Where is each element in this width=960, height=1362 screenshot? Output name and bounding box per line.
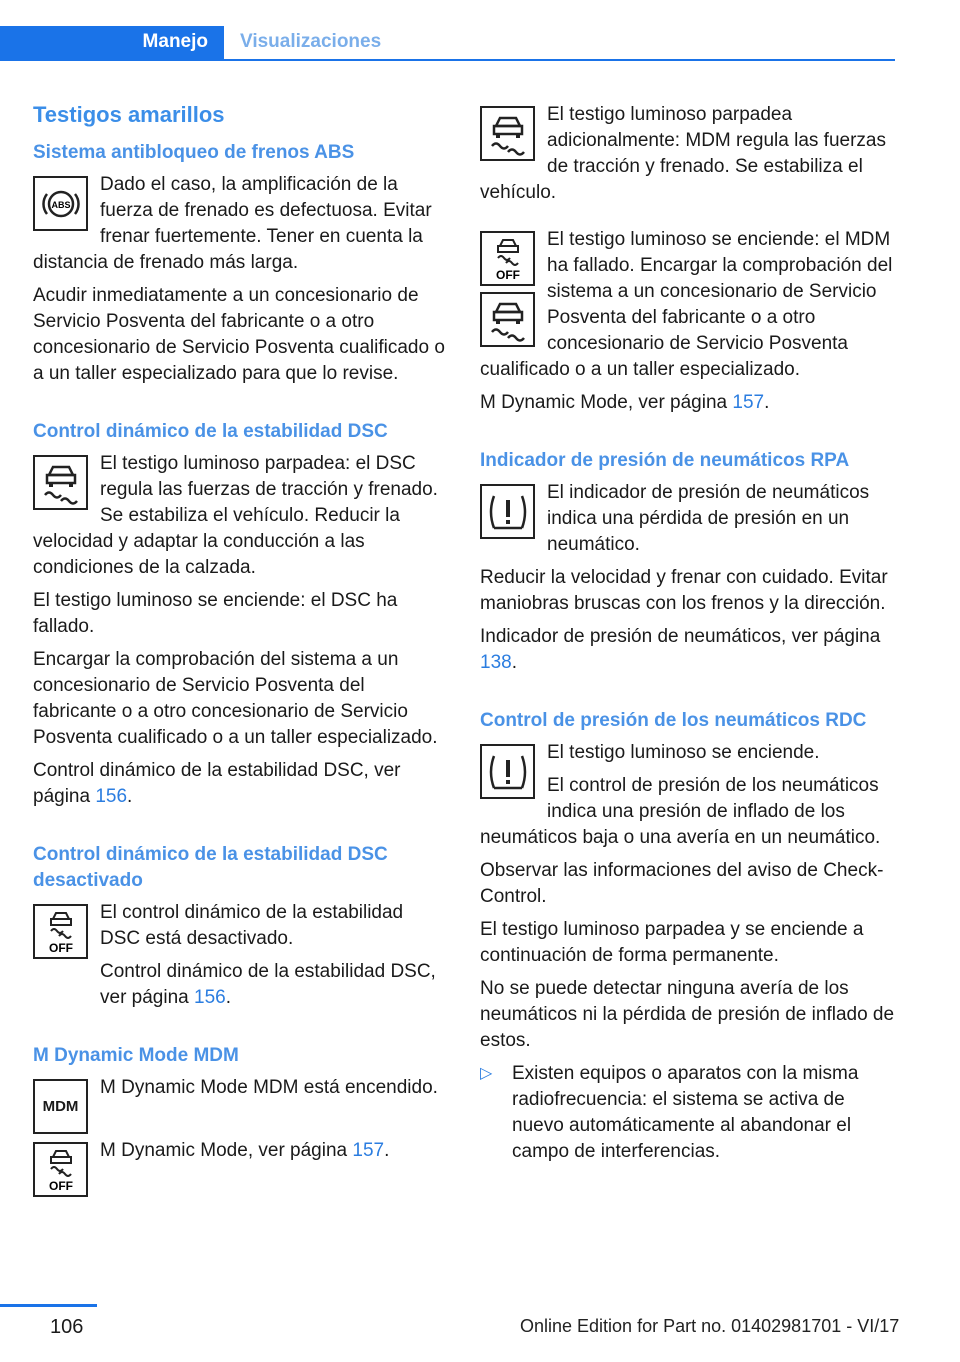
dsc-text-3: Encargar la comprobación del sistema a un concesionario de Servicio Posventa del fabricante o a otro concesionario de Servicio Posventa cualificado o a un taller especializado.	[33, 649, 438, 748]
rpa-text-1: El indicador de presión de neumáticos indica una pérdida de presión en un neumático.	[547, 482, 870, 555]
mdm-icon: MDM	[33, 1079, 88, 1134]
left-column	[33, 96, 448, 1201]
mdm-off-icon	[33, 1142, 88, 1197]
mdm-text-1: M Dynamic Mode MDM está encendido.	[100, 1077, 438, 1098]
mdm-fail-off-icon	[480, 231, 535, 286]
dsc-text-2: El testigo luminoso se enciende: el DSC ha fallado.	[33, 590, 398, 637]
dsc-off-heading: Control dinámico de la estabilidad DSC desactivado	[33, 844, 388, 891]
right-column	[480, 102, 895, 1165]
page-number: 106	[50, 1316, 84, 1338]
tab-manejo[interactable]	[0, 26, 224, 60]
rdc-text-4: El testigo luminoso parpadea y se enciende a continuación de forma permanente.	[480, 919, 864, 966]
dsc-ref: Control dinámico de la estabilidad DSC, ver página 156.	[33, 760, 401, 807]
mdm-heading: M Dynamic Mode MDM	[33, 1045, 239, 1066]
rpa-heading: Indicador de presión de neumáticos RPA	[480, 450, 850, 471]
mdm-cont-ref: M Dynamic Mode, ver página 157.	[480, 392, 770, 413]
dsc-page-link[interactable]: 156	[95, 786, 128, 807]
abs-text-2: Acudir inmediatamente a un concesionario de Servicio Posventa del fabricante o a otro concesionario de Servicio Posventa cualificado o a un taller especializado para que lo revise.	[33, 285, 445, 384]
svg-text:OFF: OFF	[495, 267, 520, 281]
mdm-car-skid-icon	[480, 106, 535, 161]
rpa-text-2: Reducir la velocidad y frenar con cuidado. Evitar maniobras bruscas con los frenos y la dirección.	[480, 567, 888, 614]
dsc-text-1: El testigo luminoso parpadea: el DSC regula las fuerzas de tracción y frenado. Se estabiliza el vehículo. Reducir la velocidad y adaptar la conducción a las condiciones de la calzada.	[33, 453, 438, 578]
rdc-text-2: El control de presión de los neumáticos indica una presión de inflado de los neumáticos baja o una avería en un neumático.	[480, 775, 881, 848]
svg-text:OFF: OFF	[48, 940, 73, 954]
mdm-cont-text-1: El testigo luminoso parpadea adicionalmente: MDM regula las fuerzas de tracción y frenado. Se estabiliza el vehículo.	[480, 104, 886, 203]
dsc-off-text-1: El control dinámico de la estabilidad DSC está desactivado.	[100, 902, 404, 949]
rdc-text-1: El testigo luminoso se enciende.	[547, 742, 820, 763]
mdm-ref: M Dynamic Mode, ver página 157.	[100, 1140, 390, 1161]
header-bar	[0, 0, 895, 62]
mdm-fail-car-icon	[480, 292, 535, 347]
tab-visualizaciones[interactable]: Visualizaciones	[240, 31, 382, 52]
rdc-text-3: Observar las informaciones del aviso de Check-Control.	[480, 860, 884, 907]
rdc-text-5: No se puede detectar ninguna avería de los neumáticos ni la pérdida de presión de inflado de estos.	[480, 978, 895, 1051]
dsc-off-ref: Control dinámico de la estabilidad DSC, ver página 156.	[100, 961, 436, 1008]
rpa-page-link[interactable]: 138	[480, 652, 512, 673]
mdm-page-link[interactable]: 157	[352, 1140, 385, 1161]
mdm-cont-text-2: El testigo luminoso se enciende: el MDM ha fallado. Encargar la comprobación del sistema a un concesionario de Servicio Posventa del fabricante o a otro concesionario de Servicio Posventa cualificado o a un taller especializado.	[480, 229, 893, 380]
dsc-heading: Control dinámico de la estabilidad DSC	[33, 421, 388, 442]
bullet-triangle-icon: ▷	[480, 1065, 493, 1082]
abs-warning-icon	[33, 176, 88, 231]
tab-manejo-label: Manejo	[142, 31, 208, 52]
dsc-off-page-link[interactable]: 156	[194, 987, 226, 1008]
abs-heading: Sistema antibloqueo de frenos ABS	[33, 142, 355, 163]
footer-line	[0, 1304, 97, 1307]
rdc-bullet-item: ▷ Existen equipos o aparatos con la misma radiofrecuencia: el sistema se activa de nuevo automáticamente al abandonar el campo de interferencias.	[480, 1063, 859, 1162]
dsc-car-skid-icon	[33, 455, 88, 510]
dsc-off-icon	[33, 904, 88, 959]
svg-text:ABS: ABS	[50, 199, 71, 210]
mdm-cont-page-link[interactable]: 157	[732, 392, 765, 413]
edition-text: Online Edition for Part no. 01402981701 - VI/17	[520, 1316, 900, 1336]
tire-pressure-warning-icon	[480, 484, 535, 539]
abs-text-1: Dado el caso, la amplificación de la fuerza de frenado es defectuosa. Evitar frenar fuertemente. Tener en cuenta la distancia de frenado más larga.	[33, 174, 432, 273]
rdc-warning-icon	[480, 744, 535, 799]
section-title: Testigos amarillos	[33, 102, 225, 127]
svg-text:OFF: OFF	[48, 1178, 73, 1192]
rdc-heading: Control de presión de los neumáticos RDC	[480, 710, 867, 731]
rpa-ref: Indicador de presión de neumáticos, ver página 138.	[480, 626, 881, 673]
